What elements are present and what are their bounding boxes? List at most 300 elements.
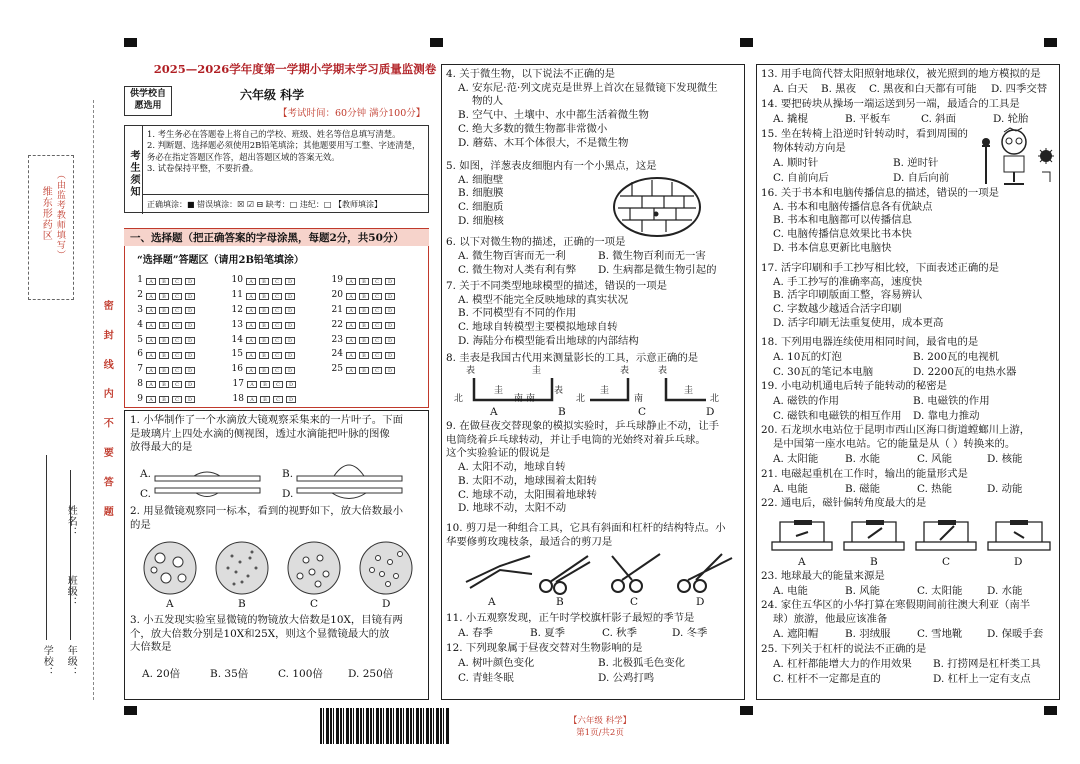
registration-mark — [124, 38, 137, 47]
q20-option-d[interactable]: D. 核能 — [987, 453, 1023, 465]
q8-label: 圭 — [600, 386, 610, 396]
answer-cell — [229, 305, 329, 317]
answer-cell — [129, 349, 229, 361]
answer-bubble[interactable]: A — [246, 293, 256, 300]
answer-bubble[interactable]: C — [372, 337, 382, 344]
answer-bubble[interactable]: B — [359, 352, 369, 359]
answer-bubble[interactable]: B — [259, 367, 269, 374]
q8-option-c[interactable]: C — [638, 406, 647, 418]
student-info-line[interactable] — [70, 470, 71, 640]
q11-option-c[interactable]: C. 秋季 — [602, 627, 637, 639]
q14-option-b[interactable]: B. 平板车 — [845, 113, 891, 125]
q8-label: 圭 — [494, 386, 504, 396]
answer-bubble[interactable]: A — [246, 352, 256, 359]
answer-bubble[interactable]: A — [346, 367, 356, 374]
q2-label-a[interactable]: A — [166, 598, 174, 610]
q1-option-b[interactable]: B. — [282, 468, 294, 480]
answer-cell — [329, 290, 429, 302]
notice-item: 2. 判断题、选择题必须使用2B铅笔填涂；其他题要用写工整、字迹清楚，务必在指定答题区作答，超出答题区域的答案无效。 — [147, 140, 421, 162]
seal-warning: 密 封 线 内 不 要 答 题 — [101, 300, 113, 525]
answer-bubble[interactable]: D — [285, 322, 295, 329]
answer-bubble[interactable]: A — [146, 381, 156, 388]
answer-bubble[interactable]: B — [359, 337, 369, 344]
answer-bubble[interactable]: D — [286, 381, 296, 388]
answer-bubble[interactable]: A — [246, 278, 256, 285]
answer-bubble[interactable]: C — [172, 293, 182, 300]
answer-bubble[interactable]: B — [159, 307, 169, 314]
q19-option-c[interactable]: C. 磁铁和电磁铁的相互作用 — [773, 410, 902, 422]
answer-bubble[interactable]: C — [272, 307, 282, 314]
answer-bubble[interactable]: D — [286, 396, 296, 403]
registration-mark — [740, 706, 753, 715]
q1-option-c[interactable]: C. — [140, 488, 151, 500]
q12-option-a[interactable]: A. 树叶颜色变化 — [458, 657, 535, 669]
answer-bubble[interactable]: B — [159, 293, 169, 300]
answer-bubble[interactable]: D — [285, 352, 295, 359]
answer-bubble[interactable]: A — [146, 367, 156, 374]
name-label: 姓名： — [65, 505, 77, 538]
question-6: 6. 以下对微生物的描述，正确的一项是 — [446, 236, 626, 248]
barcode-icon — [320, 708, 450, 744]
sticker-note: （由监考教师填写） — [54, 170, 65, 260]
answer-cell — [229, 290, 329, 302]
q18-option-a[interactable]: A. 10瓦的灯泡 — [773, 351, 842, 363]
answer-bubble[interactable]: A — [346, 322, 356, 329]
answer-bubble[interactable]: A — [246, 337, 256, 344]
answer-cell — [230, 394, 331, 406]
answer-bubble[interactable]: D — [185, 278, 195, 285]
answer-bubble[interactable]: D — [385, 367, 395, 374]
answer-bubble[interactable]: A — [146, 396, 156, 403]
q6-option-a[interactable]: A. 微生物百害而无一利 — [458, 250, 566, 262]
microscope-views-icon — [140, 540, 420, 610]
answer-bubble[interactable]: D — [185, 337, 195, 344]
answer-bubble[interactable]: A — [146, 337, 156, 344]
question-4: 4. 关于微生物，以下说法不正确的是 A. 安东尼·范·列文虎克是世界上首次在显微镜下发现微生 物的人 B. 空气中、土壤中、水中都生活着微生物 C. 绝大多数的微生物都非常微小 D. 蘑菇、木耳个体很大，不是微生物 — [446, 68, 718, 149]
answer-bubble[interactable]: B — [259, 322, 269, 329]
q10-option-a[interactable]: A — [488, 596, 496, 608]
answer-cell — [129, 290, 229, 302]
q8-label: 表 — [620, 366, 630, 376]
q6-option-c[interactable]: C. 微生物对人类有利有弊 — [458, 264, 577, 276]
barcode-sticker-area — [28, 155, 74, 300]
q1-option-d[interactable]: D. — [282, 488, 294, 500]
answer-number: 5 — [137, 334, 143, 345]
q12-option-b[interactable]: B. 北极狐毛色变化 — [598, 657, 685, 669]
q18-option-c[interactable]: C. 30瓦的笔记本电脑 — [773, 366, 874, 378]
section-heading: 一、选择题（把正确答案的字母涂黑，每题2分，共50分） — [124, 228, 429, 246]
answer-bubble[interactable]: A — [346, 352, 356, 359]
q1-options — [140, 464, 420, 504]
question-21: 21. 电磁起重机在工作时，输出的能量形式是 — [761, 468, 968, 480]
answer-bubble[interactable]: B — [260, 381, 270, 388]
answer-bubble[interactable]: D — [185, 381, 195, 388]
onion-cells-icon — [612, 176, 702, 238]
q8-label: 表 — [466, 366, 476, 376]
question-24: 24. 家住五华区的小华打算在寒假期间前往澳大利亚（南半 球）旅游，他最应该准备 — [761, 599, 1031, 625]
answer-cell — [329, 275, 429, 287]
answer-bubble[interactable]: A — [346, 293, 356, 300]
q24-option-a[interactable]: A. 遮阳帽 — [773, 628, 819, 640]
question-20: 20. 石龙坝水电站位于昆明市西山区海口街道螳螂川上游， 是中国第一座水电站。它的能量是从（ ）转换来的。 — [761, 424, 1031, 450]
question-17: 17. 活字印刷和手工抄写相比较，下面表述正确的是 A. 手工抄写的准确率高，速度快 B. 活字印刷版面工整，容易辨认 C. 字数越少越适合活字印刷 D. 活字印刷无法重复使用，成本更高 — [761, 262, 1000, 329]
q6-option-d[interactable]: D. 生病都是微生物引起的 — [598, 264, 717, 276]
question-16: 16. 关于书本和电脑传播信息的描述，错误的一项是 A. 书本和电脑传播信息各有优缺点 B. 书本和电脑都可以传播信息 C. 电脑传播信息效果比书本快 D. 书本信息更新比电脑快 — [761, 187, 1000, 254]
q23-option-a[interactable]: A. 电能 — [773, 585, 808, 597]
compass-circuit-icon — [768, 512, 1058, 556]
answer-bubble[interactable]: A — [146, 278, 156, 285]
answer-bubble[interactable]: A — [146, 307, 156, 314]
q25-option-d[interactable]: D. 杠杆上一定有支点 — [933, 673, 1031, 685]
q1-option-a[interactable]: A. — [140, 468, 151, 480]
q8-label: 南 — [526, 394, 536, 404]
answer-bubble[interactable]: B — [159, 278, 169, 285]
q18-option-d[interactable]: D. 2200瓦的电热水器 — [913, 366, 1017, 378]
answer-bubble[interactable]: C — [172, 381, 182, 388]
answer-bubble[interactable]: C — [172, 352, 182, 359]
q12-option-d[interactable]: D. 公鸡打鸣 — [598, 672, 655, 684]
registration-mark — [1044, 38, 1057, 47]
answer-bubble[interactable]: C — [372, 367, 382, 374]
answer-cell — [229, 275, 329, 287]
question-14: 14. 要把砖块从操场一端运送到另一端，最适合的工具是 — [761, 98, 1020, 110]
answer-bubble[interactable]: D — [185, 307, 195, 314]
q13-option-c[interactable]: C. 黑夜和白天都有可能 — [869, 83, 977, 95]
answer-number: 10 — [231, 275, 243, 286]
q10-option-d[interactable]: D — [696, 596, 705, 608]
answer-bubble[interactable]: D — [185, 396, 195, 403]
answer-number: 12 — [231, 305, 243, 316]
q8-label: 北 — [576, 394, 586, 404]
answer-bubble[interactable]: B — [359, 322, 369, 329]
answer-bubble[interactable]: D — [385, 322, 395, 329]
class-label: 班级： — [65, 575, 77, 608]
question-25: 25. 下列关于杠杆的说法不正确的是 — [761, 643, 927, 655]
answer-bubble[interactable]: D — [385, 337, 395, 344]
answer-number: 17 — [232, 379, 244, 390]
answer-number: 25 — [331, 364, 343, 375]
q19-option-a[interactable]: A. 磁铁的作用 — [773, 395, 840, 407]
answer-cell — [329, 335, 429, 347]
q2-label-b[interactable]: B — [238, 598, 246, 610]
water-drop-a-icon — [154, 464, 264, 482]
q8-label: 圭 — [532, 366, 542, 376]
q8-label: 北 — [454, 394, 464, 404]
notice-heading: 考生须知 — [125, 126, 143, 214]
answer-bubble[interactable]: B — [259, 278, 269, 285]
answer-bubble[interactable]: C — [272, 367, 282, 374]
q20-option-c[interactable]: C. 风能 — [917, 453, 952, 465]
q14-option-d[interactable]: D. 轮胎 — [993, 113, 1029, 125]
answer-bubble[interactable]: A — [346, 278, 356, 285]
grade-label: 年级： — [65, 645, 77, 678]
answer-bubble[interactable]: B — [359, 367, 369, 374]
question-22: 22. 通电后，磁针偏转角度最大的是 — [761, 497, 927, 509]
q15-option-d[interactable]: D. 自后向前 — [893, 172, 950, 184]
water-drop-c-icon — [154, 486, 264, 504]
answer-bubble[interactable]: D — [285, 367, 295, 374]
answer-bubble[interactable]: C — [172, 396, 182, 403]
q8-option-b[interactable]: B — [558, 406, 566, 418]
answer-cell — [129, 335, 229, 347]
question-18: 18. 下列用电器连续使用相同时间，最省电的是 — [761, 336, 979, 348]
answer-bubble[interactable]: B — [259, 307, 269, 314]
question-8: 8. 圭表是我国古代用来测量影长的工具，示意正确的是 — [446, 352, 699, 364]
q12-options — [458, 657, 748, 687]
q18-option-b[interactable]: B. 200瓦的电视机 — [913, 351, 1000, 363]
q22-figures — [768, 512, 1058, 568]
question-3: 3. 小五发现实验室显微镜的物镜放大倍数是10X，目镜有两 个，放大倍数分别是10X和25X，则这个显微镜最大的放 大倍数是 — [130, 614, 403, 654]
q3-option-d[interactable]: D. 250倍 — [348, 668, 394, 680]
answer-bubble[interactable]: A — [146, 293, 156, 300]
answer-bubble[interactable]: A — [247, 381, 257, 388]
q8-option-d[interactable]: D — [706, 406, 715, 418]
q25-option-b[interactable]: B. 打捞网是杠杆类工具 — [933, 658, 1041, 670]
q22-option-b[interactable]: B — [870, 556, 878, 568]
answer-bubble[interactable]: D — [285, 307, 295, 314]
answer-bubble[interactable]: B — [259, 337, 269, 344]
q23-option-c[interactable]: C. 太阳能 — [917, 585, 963, 597]
q2-label-d[interactable]: D — [382, 598, 391, 610]
notice-item: 1. 考生务必在答题卷上将自己的学校、班级、姓名等信息填写清楚。 — [147, 129, 401, 139]
q8-label: 表 — [658, 366, 668, 376]
q20-option-b[interactable]: B. 水能 — [845, 453, 881, 465]
q25-options — [773, 658, 1063, 688]
seal-line — [93, 100, 94, 700]
q19-options — [773, 395, 1063, 425]
q8-label: 圭 — [684, 386, 694, 396]
q11-option-b[interactable]: B. 夏季 — [530, 627, 566, 639]
registration-mark — [740, 38, 753, 47]
q24-option-d[interactable]: D. 保暖手套 — [987, 628, 1044, 640]
q15-option-c[interactable]: C. 自前向后 — [773, 172, 829, 184]
child-on-swivel-chair-icon — [980, 126, 1058, 188]
q14-option-a[interactable]: A. 撬棍 — [773, 113, 808, 125]
answer-number: 19 — [331, 275, 343, 286]
answer-bubble[interactable]: C — [272, 278, 282, 285]
water-drop-d-icon — [296, 486, 406, 504]
answer-bubble[interactable]: D — [285, 293, 295, 300]
answer-cell — [229, 320, 329, 332]
q11-option-d[interactable]: D. 冬季 — [672, 627, 708, 639]
answer-bubble[interactable]: B — [159, 322, 169, 329]
answer-cell — [229, 349, 329, 361]
q19-option-b[interactable]: B. 电磁铁的作用 — [913, 395, 990, 407]
answer-bubble[interactable]: D — [385, 307, 395, 314]
q22-option-a[interactable]: A — [798, 556, 806, 568]
answer-bubble[interactable]: C — [172, 367, 182, 374]
answer-bubble[interactable]: D — [285, 278, 295, 285]
answer-bubble[interactable]: A — [146, 352, 156, 359]
q3-option-b[interactable]: B. 35倍 — [210, 668, 249, 680]
q22-option-c[interactable]: C — [942, 556, 951, 568]
answer-bubble[interactable]: C — [372, 322, 382, 329]
answer-bubble[interactable]: B — [359, 307, 369, 314]
answer-bubble[interactable]: C — [372, 352, 382, 359]
exam-title: 2025—2026学年度第一学期小学期末学习质量监测卷 — [153, 62, 437, 76]
question-5: 5. 如图，洋葱表皮细胞内有一个小黑点，这是 A. 细胞壁 B. 细胞膜 C. 细胞质 D. 细胞核 — [446, 160, 657, 227]
answer-bubble[interactable]: D — [185, 293, 195, 300]
q24-option-c[interactable]: C. 雪地靴 — [917, 628, 963, 640]
answer-number: 1 — [137, 275, 143, 286]
answer-number: 13 — [231, 319, 243, 330]
answer-bubble[interactable]: C — [273, 381, 283, 388]
q10-figures — [460, 552, 740, 608]
answer-bubble[interactable]: C — [172, 307, 182, 314]
q25-option-a[interactable]: A. 杠杆都能增大力的作用效果 — [773, 658, 912, 670]
answer-bubble[interactable]: B — [159, 337, 169, 344]
q6-option-b[interactable]: B. 微生物百利而无一害 — [598, 250, 706, 262]
answer-number: 23 — [331, 334, 343, 345]
answer-cell — [129, 394, 230, 406]
question-19: 19. 小电动机通电后转子能转动的秘密是 — [761, 380, 948, 392]
answer-cell — [329, 364, 429, 376]
answer-bubble[interactable]: C — [273, 396, 283, 403]
q23-option-b[interactable]: B. 风能 — [845, 585, 881, 597]
question-15: 15. 坐在转椅上沿逆时针转动时，看到周围的 物体转动方向是 — [761, 128, 968, 154]
q21-option-d[interactable]: D. 动能 — [987, 483, 1023, 495]
answer-number: 22 — [331, 319, 343, 330]
q8-label: 南 — [514, 394, 524, 404]
q25-option-c[interactable]: C. 杠杆不一定都是直的 — [773, 673, 881, 685]
answer-bubble[interactable]: D — [185, 367, 195, 374]
answer-number: 18 — [232, 393, 244, 404]
answer-bubble[interactable]: B — [159, 367, 169, 374]
answer-bubble[interactable]: C — [272, 337, 282, 344]
q6-options — [458, 250, 748, 280]
answer-bubble[interactable]: C — [172, 322, 182, 329]
answer-bubble[interactable]: B — [359, 293, 369, 300]
q15-option-b[interactable]: B. 逆时针 — [893, 157, 939, 169]
answer-bubble[interactable]: D — [385, 293, 395, 300]
answer-bubble[interactable]: C — [172, 278, 182, 285]
registration-mark — [124, 706, 137, 715]
answer-bubble[interactable]: A — [247, 396, 257, 403]
q15-option-a[interactable]: A. 顺时针 — [773, 157, 819, 169]
school-select-box: 供学校自愿选用 — [124, 86, 172, 116]
answer-bubble[interactable]: C — [372, 278, 382, 285]
q8-option-a[interactable]: A — [490, 406, 498, 418]
answer-number: 4 — [137, 319, 143, 330]
answer-bubble[interactable]: D — [285, 337, 295, 344]
answer-bubble[interactable]: C — [272, 293, 282, 300]
answer-cell — [129, 364, 229, 376]
answer-area-title: “选择题”答题区（请用2B铅笔填涂） — [137, 255, 304, 266]
q14-option-c[interactable]: C. 斜面 — [921, 113, 956, 125]
q19-option-d[interactable]: D. 靠电力推动 — [913, 410, 980, 422]
answer-bubble[interactable]: C — [172, 337, 182, 344]
answer-bubble[interactable]: B — [359, 278, 369, 285]
q12-option-c[interactable]: C. 青蛙冬眠 — [458, 672, 514, 684]
q8-label: 南 — [634, 394, 644, 404]
q3-option-a[interactable]: A. 20倍 — [142, 668, 181, 680]
scissors-icon — [460, 552, 740, 596]
question-9: 9. 在做昼夜交替现象的模拟实验时，乒乓球静止不动，让手 电筒绕着乒乓球转动，并让手电筒的光始终对着乒乓球。 这个实验验证的假说是 A. 太阳不动，地球自转 B. 太阳不动，地球围着太阳转 C. 地球不动，太阳围着地球转 D. 地球不动，太阳不动 — [446, 420, 719, 515]
q10-option-c[interactable]: C — [630, 596, 639, 608]
question-1: 1. 小华制作了一个水滴放大镜观察采集来的一片叶子。下面 是玻璃片上四处水滴的侧视图，透过水滴能把叶脉的图像 放得最大的是 — [130, 414, 403, 454]
q2-figures — [140, 540, 420, 610]
answer-cell — [229, 364, 329, 376]
q22-option-d[interactable]: D — [1014, 556, 1023, 568]
answer-cell — [229, 335, 329, 347]
answer-bubble[interactable]: B — [159, 381, 169, 388]
q10-option-b[interactable]: B — [556, 596, 564, 608]
answer-bubble[interactable]: C — [272, 352, 282, 359]
q20-option-a[interactable]: A. 太阳能 — [773, 453, 819, 465]
q21-option-c[interactable]: C. 热能 — [917, 483, 952, 495]
q21-option-a[interactable]: A. 电能 — [773, 483, 808, 495]
answer-bubble[interactable]: C — [372, 307, 382, 314]
q18-options — [773, 351, 1063, 381]
answer-bubble[interactable]: C — [372, 293, 382, 300]
answer-bubble[interactable]: B — [259, 293, 269, 300]
q2-label-c[interactable]: C — [310, 598, 319, 610]
answer-cell — [329, 320, 429, 332]
question-2: 2. 用显微镜观察同一标本，看到的视野如下，放大倍数最小 的是 — [130, 505, 403, 531]
answer-bubble[interactable]: B — [159, 352, 169, 359]
answer-cell — [129, 275, 229, 287]
answer-bubble[interactable]: B — [260, 396, 270, 403]
answer-bubble[interactable]: C — [272, 322, 282, 329]
q11-option-a[interactable]: A. 春季 — [458, 627, 493, 639]
school-label: 学校： — [41, 645, 53, 678]
q3-option-c[interactable]: C. 100倍 — [278, 668, 323, 680]
answer-sheet — [124, 246, 429, 408]
answer-cell — [129, 320, 229, 332]
answer-bubble[interactable]: A — [246, 322, 256, 329]
answer-number: 7 — [137, 364, 143, 375]
answer-number: 16 — [231, 364, 243, 375]
answer-bubble[interactable]: A — [246, 307, 256, 314]
q24-option-b[interactable]: B. 羽绒服 — [845, 628, 891, 640]
answer-number: 8 — [137, 379, 143, 390]
footer-subject: 【六年级 科学】 — [568, 716, 632, 726]
answer-number: 3 — [137, 305, 143, 316]
school-line[interactable] — [46, 455, 47, 640]
answer-bubble[interactable]: D — [385, 352, 395, 359]
answer-number: 24 — [331, 349, 343, 360]
answer-cell — [129, 305, 229, 317]
answer-bubble[interactable]: A — [146, 322, 156, 329]
answer-bubble[interactable]: D — [385, 278, 395, 285]
q13-option-d[interactable]: D. 四季交替 — [991, 83, 1048, 95]
answer-bubble[interactable]: B — [159, 396, 169, 403]
answer-bubble[interactable]: A — [346, 307, 356, 314]
q8-figures — [452, 368, 742, 418]
registration-mark — [430, 38, 443, 47]
q21-option-b[interactable]: B. 磁能 — [845, 483, 881, 495]
q23-option-d[interactable]: D. 水能 — [987, 585, 1023, 597]
answer-number: 11 — [231, 290, 243, 301]
q8-label: 表 — [554, 386, 564, 396]
q13-option-b[interactable]: B. 黑夜 — [821, 83, 857, 95]
water-drop-b-icon — [296, 458, 406, 482]
answer-bubble[interactable]: A — [346, 337, 356, 344]
answer-bubble[interactable]: D — [185, 352, 195, 359]
grade-subject: 六年级 科学 — [240, 88, 305, 102]
answer-bubble[interactable]: D — [185, 322, 195, 329]
answer-bubble[interactable]: B — [259, 352, 269, 359]
answer-bubble[interactable]: A — [246, 367, 256, 374]
question-7: 7. 关于不同类型地球模型的描述，错误的一项是 A. 模型不能完全反映地球的真实状况 B. 不同模型有不同的作用 C. 地球自转模型主要模拟地球自转 D. 海陆分布模型能看出地球的内部结构 — [446, 280, 668, 347]
answer-number: 9 — [137, 393, 143, 404]
q13-option-a[interactable]: A. 白天 — [773, 83, 808, 95]
registration-mark — [1044, 706, 1057, 715]
question-23: 23. 地球最大的能量来源是 — [761, 570, 885, 582]
notice-box — [124, 125, 429, 213]
notice-item: 3. 试卷保持平整，不要折叠。 — [147, 162, 259, 173]
question-13: 13. 用手电筒代替太阳照射地球仪，被光照到的地方模拟的是 — [761, 68, 1041, 80]
